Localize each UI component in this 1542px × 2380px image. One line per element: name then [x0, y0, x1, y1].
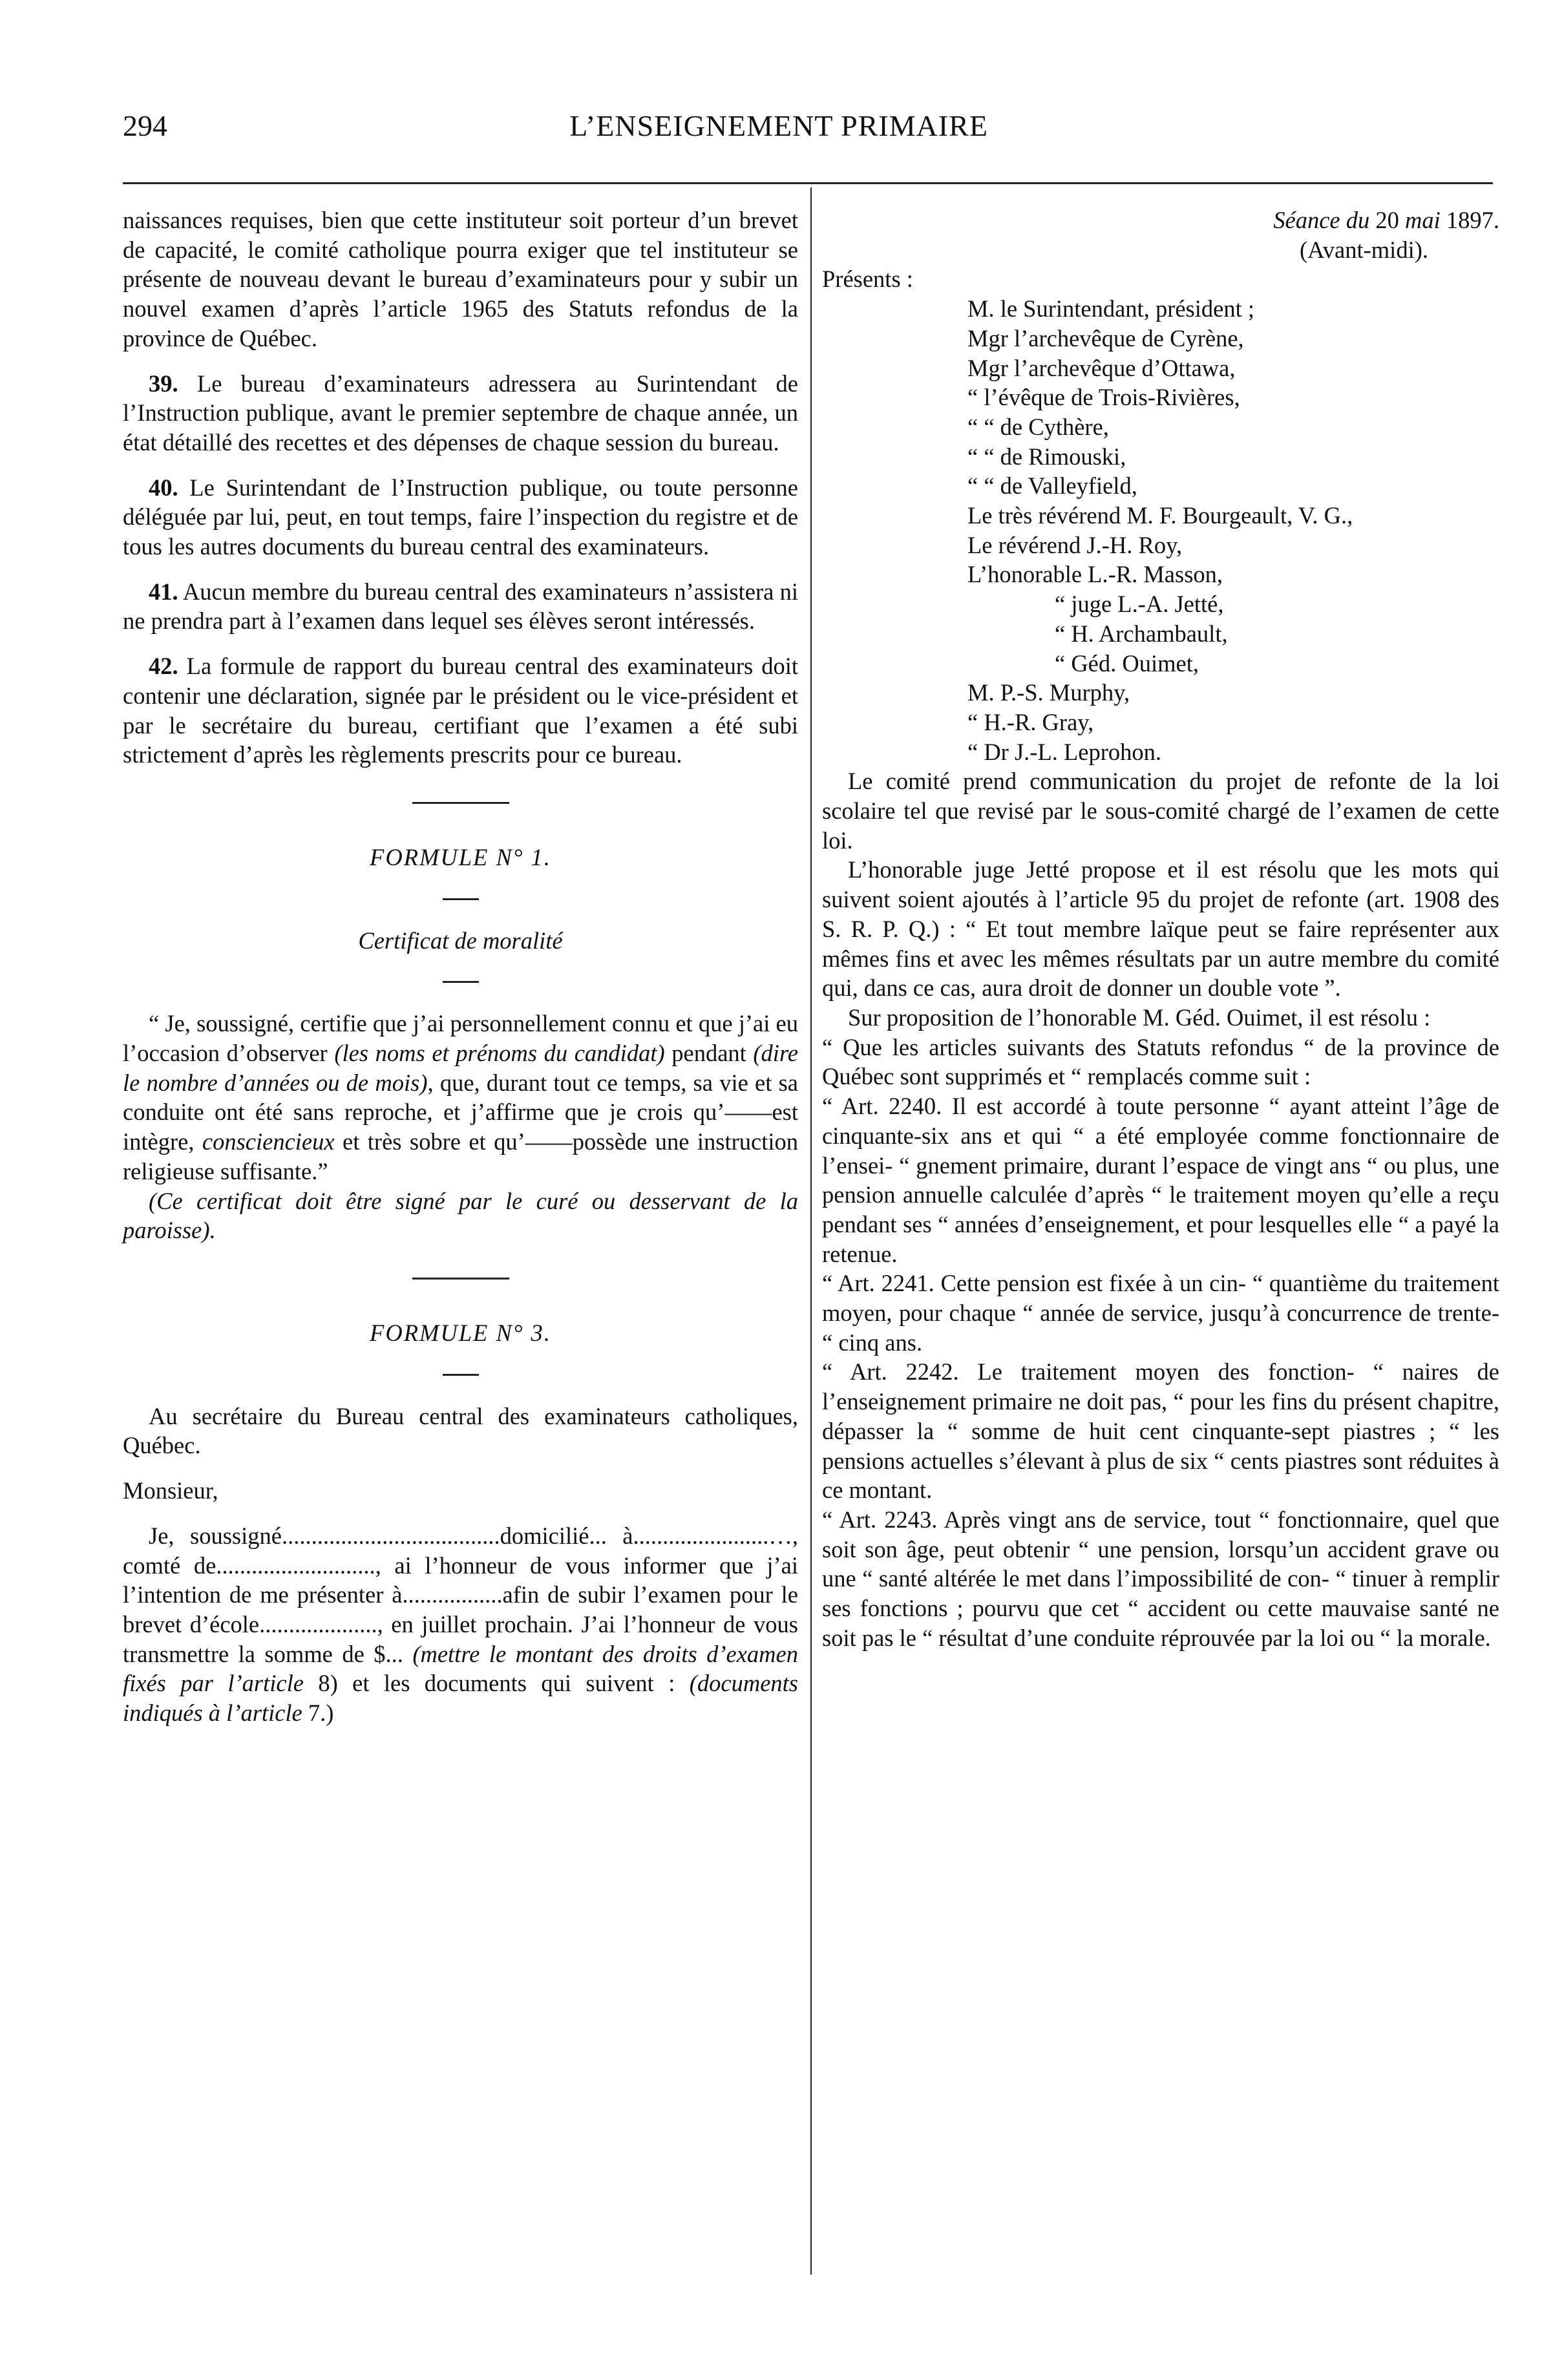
formule-3-heading: FORMULE N° 3. [370, 1319, 551, 1346]
formule-3-address: Au secrétaire du Bureau central des examinateurs catholiques, Québec. [123, 1402, 798, 1459]
article-number: 42. [149, 653, 178, 680]
article-number: 39. [149, 370, 178, 397]
formule-3-body [123, 1521, 798, 1728]
formule-1-body [123, 1009, 798, 1186]
article-text: Le Surintendant de l’Instruction publique, ou toute personne déléguée par lui, peut, en tout temps, faire l’inspection du registre et de tous les autres documents du bureau central des examinateurs. [123, 474, 798, 560]
text-run: mai [1405, 207, 1441, 233]
attendee: Le révérend J.-H. Roy, [967, 531, 1183, 558]
left-column [123, 205, 798, 1728]
article-text: Aucun membre du bureau central des examinateurs n’assistera ni ne prendra part à l’examen dans lequel ses élèves seront intéressés. [123, 578, 798, 635]
attendee: “ l’évêque de Trois-Rivières, [967, 384, 1240, 411]
seance-date [822, 205, 1499, 235]
article-39 [123, 369, 798, 458]
dash-rule [443, 981, 479, 983]
formule-1-subtitle: Certificat de moralité [358, 927, 563, 954]
attendee: Le très révérend M. F. Bourgeault, V. G., [967, 502, 1353, 529]
text-run: pendant [664, 1040, 754, 1067]
attendee: “ Géd. Ouimet, [1055, 649, 1199, 677]
continuation-paragraph: naissances requises, bien que cette instituteur soit porteur d’un brevet de capacité, le comité catholique pourra exiger que tel instituteur se présente de nouveau devant le bureau d’examinateurs pour y subir un nouvel examen d’après l’article 1965 des Statuts refondus de la province de Québec. [123, 207, 798, 352]
text-run: , que, durant tout ce temps, sa vie et sa conduite ont été sans reproche, et j’affirme que je crois qu’——est intègre, [123, 1069, 798, 1155]
dash-rule [443, 898, 479, 900]
formule-1-heading: FORMULE N° 1. [370, 843, 551, 870]
text-run: 8) et les documents qui suivent : [303, 1670, 690, 1697]
text-run: 7.) [302, 1700, 334, 1727]
italic-run: (mettre le montant des droits d’examen fixés par l’article [123, 1640, 798, 1697]
attendee: L’honorable L.-R. Masson, [967, 561, 1223, 588]
text-run: et très sobre et qu’——possède une instruction religieuse suffisante.” [123, 1128, 798, 1185]
attendee: M. le Surintendant, président ; [967, 295, 1255, 322]
formule-3-salutation: Monsieur, [123, 1477, 218, 1504]
article-40 [123, 473, 798, 562]
italic-run: (dire le nombre d’années ou de mois) [123, 1040, 799, 1096]
attendee: “ Dr J.-L. Leprohon. [967, 738, 1162, 765]
italic-run: consciencieux [202, 1128, 335, 1155]
attendee: “ H. Archambault, [1055, 620, 1228, 647]
attendee: “ H.-R. Gray, [967, 708, 1094, 735]
article-text: La formule de rapport du bureau central des examinateurs doit contenir une déclaration, signée par le président ou le vice-président et par le secrétaire du bureau, certifiant que l’examen a été subi strictement d’après les règlements prescrits pour ce bureau. [123, 653, 798, 768]
minutes-paragraph: Le comité prend communication du projet de refonte de la loi scolaire tel que revisé par le sous-comité chargé de l’examen de cette loi. [822, 768, 1499, 854]
article-number: 41. [149, 578, 178, 605]
attendee: “ “ de Cythère, [967, 413, 1109, 440]
article-41 [123, 577, 798, 636]
presents-label: Présents : [822, 266, 913, 293]
page-number: 294 [123, 109, 167, 142]
italic-run: (les noms et prénoms du candidat) [334, 1040, 665, 1067]
attendee: Mgr l’archevêque d’Ottawa, [967, 354, 1236, 381]
header-rule [123, 182, 1493, 184]
dash-rule [443, 1374, 479, 1376]
statute-article-2241: “ Art. 2241. Cette pension est fixée à un cin- “ quantième du traitement moyen, pour chaque “ année de service, jusqu’à concurrence de trente- “ cinq ans. [822, 1270, 1499, 1356]
minutes-paragraph: Sur proposition de l’honorable M. Géd. Ouimet, il est résolu : [848, 1004, 1431, 1031]
statute-paragraph: “ Que les articles suivants des Statuts refondus “ de la province de Québec sont supprimés et “ remplacés comme suit : [822, 1033, 1499, 1090]
attendee: “ “ de Valleyfield, [967, 472, 1137, 500]
text-run: “ Je, soussigné, certifie que j’ai personnellement connu et que j’ai eu l’occasion d’observer [123, 1010, 798, 1067]
section-rule [412, 802, 509, 804]
statute-article-2242: “ Art. 2242. Le traitement moyen des fonction- “ naires de l’enseignement primaire ne doit pas, “ pour les fins du présent chapitre, dépasser la “ somme de huit cent cinquante-sept piastres ; “ les pensions actuelles s’élevant à plus de six “ cents piastres sont réduites à ce montant. [822, 1358, 1499, 1504]
minutes-paragraph: L’honorable juge Jetté propose et il est résolu que les mots qui suivent soient ajoutés à l’article 95 du projet de refonte (art. 1908 des S. R. P. Q.) : “ Et tout membre laïque peut se faire représenter aux mêmes fins et avec les mêmes résultats par un autre membre du comité qui, dans ce cas, aura droit de donner un double vote ”. [822, 856, 1499, 1002]
italic-run: (documents indiqués à l’article [123, 1670, 798, 1727]
text-run: Je, soussigné.....................................domicilié... à.......................…, comté de..........................., ai l’honneur de vous informer que j’ai l’intention de me présenter à.................afin de subir l’examen pour le brevet d’école...................., en juillet prochain. J’ai l’honneur de vous transmettre la somme de $... [123, 1522, 798, 1667]
article-text: Le bureau d’examinateurs adressera au Surintendant de l’Instruction publique, avant le premier septembre de chaque année, un état détaillé des recettes et des dépenses de chaque session du bureau. [123, 370, 798, 456]
seance-time: (Avant-midi). [1299, 236, 1428, 263]
formule-1-note: (Ce certificat doit être signé par le curé ou desservant de la paroisse). [123, 1187, 798, 1244]
statute-article-2243: “ Art. 2243. Après vingt ans de service, tout “ fonctionnaire, quel que soit son âge, peut obtenir “ une pension, lorsqu’un accident grave ou une “ santé altérée le met dans l’impossibilité de con- “ tinuer à remplir ses fonctions ; pourvu que cet “ accident ou cette mauvaise santé ne soit pas le “ résultat d’une conduite réprouvée par la loi ou “ la morale. [822, 1506, 1499, 1651]
running-head [123, 103, 1435, 149]
article-42 [123, 651, 798, 770]
right-column [822, 205, 1499, 1652]
section-rule [412, 1278, 509, 1280]
article-number: 40. [149, 474, 178, 501]
text-run: 20 [1369, 207, 1405, 233]
attendee: “ juge L.-A. Jetté, [1055, 591, 1224, 618]
attendee: Mgr l’archevêque de Cyrène, [967, 324, 1244, 352]
column-divider [810, 187, 812, 2275]
text-run: Séance du [1273, 207, 1370, 233]
attendee: M. P.-S. Murphy, [967, 679, 1130, 706]
text-run: 1897. [1440, 207, 1499, 233]
statute-article-2240: “ Art. 2240. Il est accordé à toute personne “ ayant atteint l’âge de cinquante-six ans et qui “ a été employée comme fonctionnaire de l’ensei- “ gnement primaire, durant l’espace de vingt ans “ ou plus, une pension annuelle calculée d’après “ le traitement moyen qu’elle a reçu pendant ses “ années d’enseignement, et pour lesquelles elle “ a payé la retenue. [822, 1093, 1499, 1267]
attendee: “ “ de Rimouski, [967, 443, 1126, 470]
page-title: L’ENSEIGNEMENT PRIMAIRE [569, 109, 988, 142]
